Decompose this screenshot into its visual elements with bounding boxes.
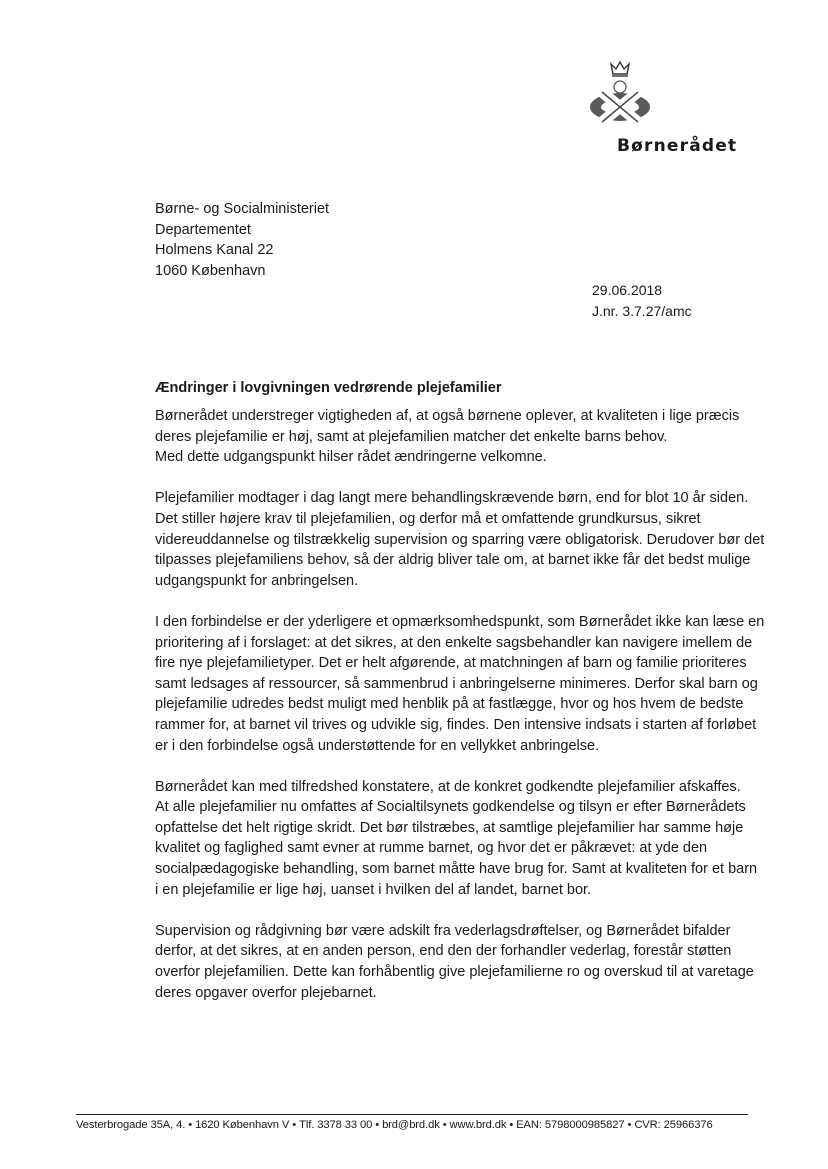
- text-line: Med dette udgangspunkt hilser rådet ændringerne velkomne.: [155, 449, 547, 466]
- footer-ean: EAN: 5798000985827: [516, 1119, 625, 1131]
- body-paragraph: [155, 488, 765, 591]
- body-paragraph: [155, 921, 755, 1003]
- letter-body: [155, 406, 765, 1024]
- text-line: kvalitet og faglighed samt evner at rumme barnet, og hvor det er påkrævet: at yde den: [155, 840, 708, 857]
- text-line: i en plejefamilie er lige høj, uanset i hvilken del af landet, barnet bor.: [155, 881, 592, 898]
- footer-separator: •: [442, 1119, 447, 1131]
- text-line: Supervision og rådgivning bør være adskilt fra vederlagsdrøftelser, og Børnerådet bifalder: [155, 922, 731, 939]
- text-line: Børnerådet kan med tilfredshed konstatere, at de konkret godkendte plejefamilier afskaffes.: [155, 778, 741, 795]
- text-line: samt ledsages af ressourcer, så sammenbrud i anbringelserne minimeres. Derfor skal barn og: [155, 675, 758, 692]
- brand-name: Børnerådet: [617, 136, 738, 156]
- footer-address: Vesterbrogade 35A, 4.: [76, 1119, 186, 1131]
- text-line: socialpædagogiske behandling, som barnet måtte have brug for. Samt at kvaliteten for et barn: [155, 861, 758, 878]
- footer-cvr: CVR: 25966376: [634, 1119, 713, 1131]
- text-line: At alle plejefamilier nu omfattes af Socialtilsynets godkendelse og tilsyn er efter Børnerådets: [155, 799, 746, 816]
- recipient-line: 1060 København: [155, 262, 266, 279]
- footer-separator: •: [509, 1119, 514, 1131]
- text-line: derfor, at det sikres, at en anden person, end den der forhandler vederlag, forestår støtten: [155, 943, 732, 960]
- text-line: fire nye plejefamilietyper. Det er helt afgørende, at matchningen af barn og familie prioriteres: [155, 655, 747, 672]
- body-paragraph: [155, 406, 755, 468]
- text-line: prioritering af i forslaget: at det sikres, at den enkelte sagsbehandler kan navigere imellem de: [155, 634, 753, 651]
- text-line: deres plejefamilie er høj, samt at plejefamilien matcher det enkelte barns behov.: [155, 428, 668, 445]
- text-line: I den forbindelse er der yderligere et opmærksomhedspunkt, som Børnerådet ikke kan læse en: [155, 613, 765, 630]
- crown-x-emblem-icon: [588, 58, 652, 130]
- footer-separator: •: [375, 1119, 380, 1131]
- body-paragraph: [155, 612, 765, 756]
- text-line: plejefamilie udredes bedst muligt med henblik på at fastlægge, hvor og hos hvem de bedste: [155, 696, 744, 713]
- footer-phone: Tlf. 3378 33 00: [299, 1119, 373, 1131]
- text-line: overfor plejefamilien. Dette kan forhåbentlig give plejefamilierne ro og overskud til at varetage: [155, 964, 754, 981]
- footer-contact: [76, 1119, 766, 1131]
- letter-subject: Ændringer i lovgivningen vedrørende plejefamilier: [155, 380, 502, 396]
- text-line: Plejefamilier modtager i dag langt mere behandlingskrævende børn, end for blot 10 år siden.: [155, 490, 749, 507]
- footer-city: 1620 København V: [195, 1119, 290, 1131]
- recipient-line: Departementet: [155, 221, 251, 238]
- text-line: udgangspunkt for anbringelsen.: [155, 572, 359, 589]
- recipient-line: Holmens Kanal 22: [155, 242, 274, 258]
- letter-date: 29.06.2018: [592, 282, 663, 298]
- text-line: videreuddannelse og tilstrækkelig supervision og sparring være obligatorisk. Derudover bør det: [155, 531, 765, 548]
- footer-separator: •: [292, 1119, 297, 1131]
- text-line: deres opgaver overfor plejebarnet.: [155, 984, 377, 1001]
- footer-separator: •: [627, 1119, 632, 1131]
- text-line: tilpasses plejefamiliens behov, så der aldrig bliver tale om, at barnet ikke får det bedst mulige: [155, 552, 751, 569]
- footer-email-link[interactable]: brd@brd.dk: [382, 1119, 440, 1131]
- text-line: rammer for, at barnet vil trives og udvikle sig, findes. Den intensive indsats i starten af forløbet: [155, 716, 757, 733]
- recipient-line: Børne- og Socialministeriet: [155, 201, 330, 217]
- recipient-address: [155, 199, 329, 281]
- journal-number: J.nr. 3.7.27/amc: [592, 302, 692, 319]
- footer-website-link[interactable]: www.brd.dk: [449, 1119, 507, 1131]
- letter-meta: [592, 280, 692, 321]
- text-line: Børnerådet understreger vigtigheden af, at også børnene oplever, at kvaliteten i lige præcis: [155, 408, 740, 424]
- text-line: Det stiller højere krav til plejefamilien, og derfor må et omfattende grundkursus, sikret: [155, 510, 701, 527]
- body-paragraph: [155, 777, 758, 901]
- footer-separator: •: [188, 1119, 193, 1131]
- text-line: er i den forbindelse også understøttende for en vellykket anbringelse.: [155, 737, 600, 754]
- text-line: opfattelse det helt rigtige skridt. Det bør tilstræbes, at samtlige plejefamilier har samme høje: [155, 819, 744, 836]
- footer-divider: [76, 1114, 748, 1115]
